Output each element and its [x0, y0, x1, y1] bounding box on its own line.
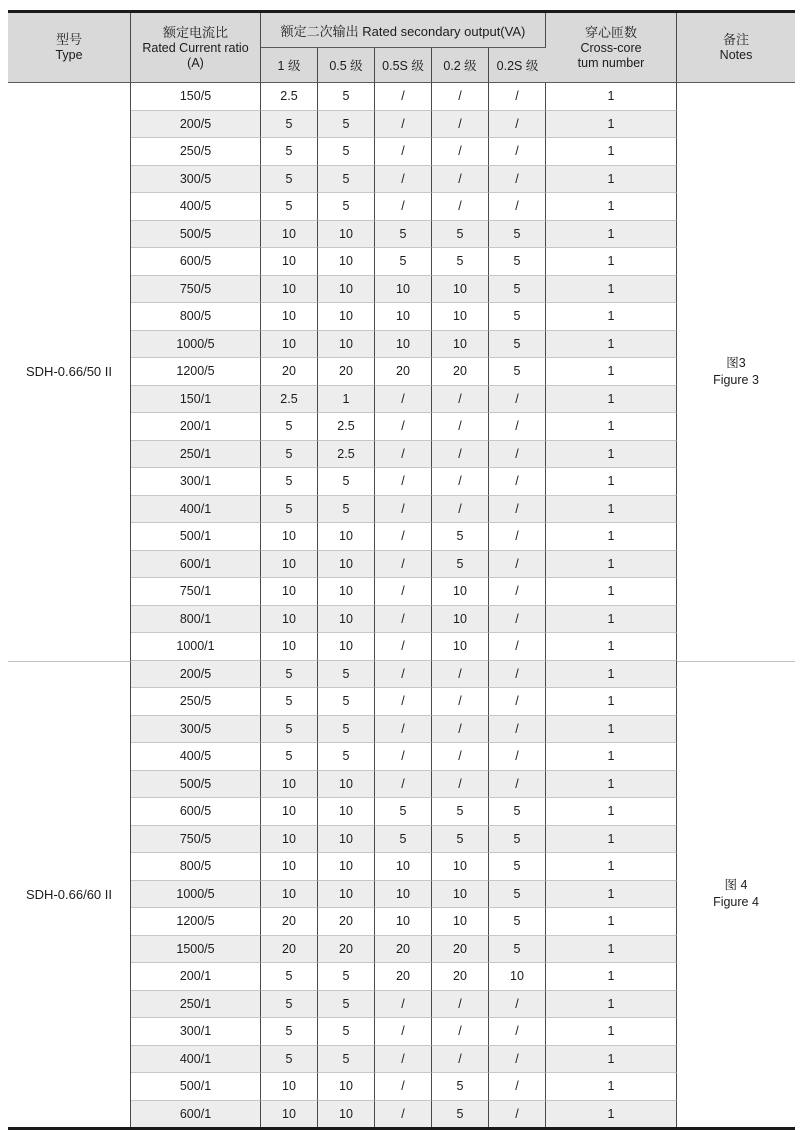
va-class-4-cell: / — [432, 83, 489, 111]
va-class-2-cell: 5 — [318, 688, 375, 716]
ratio-cell: 600/5 — [131, 248, 261, 276]
ratio-cell: 300/1 — [131, 1018, 261, 1046]
va-class-3-cell: / — [375, 661, 432, 689]
va-class-4-cell: / — [432, 688, 489, 716]
va-class-5-cell: 10 — [489, 963, 546, 991]
va-class-4-cell: 10 — [432, 908, 489, 936]
table-row — [8, 661, 795, 689]
va-class-3-cell: 20 — [375, 358, 432, 386]
turn-number-cell: 1 — [546, 248, 677, 276]
va-class-3-cell: / — [375, 688, 432, 716]
va-class-1-cell: 5 — [261, 963, 318, 991]
type-cell: SDH-0.66/60 II — [8, 661, 131, 1128]
va-class-4-cell: 5 — [432, 1073, 489, 1101]
ratio-cell: 300/5 — [131, 716, 261, 744]
va-class-2-cell: 10 — [318, 1073, 375, 1101]
ratio-cell: 750/5 — [131, 276, 261, 304]
va-class-4-cell: / — [432, 166, 489, 194]
va-class-1-cell: 2.5 — [261, 83, 318, 111]
turn-number-cell: 1 — [546, 111, 677, 139]
ratio-cell: 1500/5 — [131, 936, 261, 964]
ratio-cell: 1200/5 — [131, 358, 261, 386]
va-class-5-cell: 5 — [489, 358, 546, 386]
va-class-3-cell: / — [375, 1018, 432, 1046]
ratio-cell: 500/5 — [131, 771, 261, 799]
ratio-cell: 750/1 — [131, 578, 261, 606]
va-class-1-cell: 10 — [261, 523, 318, 551]
va-class-1-cell: 10 — [261, 633, 318, 661]
va-class-5-cell: 5 — [489, 248, 546, 276]
va-class-5-cell: / — [489, 83, 546, 111]
va-class-2-cell: 10 — [318, 798, 375, 826]
va-class-1-cell: 5 — [261, 743, 318, 771]
va-class-4-cell: / — [432, 441, 489, 469]
turn-number-cell: 1 — [546, 661, 677, 689]
header-notes-zh: 备注 — [722, 32, 749, 47]
va-class-1-cell: 10 — [261, 606, 318, 634]
ratio-cell: 400/5 — [131, 743, 261, 771]
header-class-05s: 0.5S 级 — [375, 48, 432, 83]
va-class-5-cell: / — [489, 441, 546, 469]
va-class-1-cell: 10 — [261, 1101, 318, 1128]
va-class-2-cell: 10 — [318, 578, 375, 606]
va-class-3-cell: 10 — [375, 331, 432, 359]
va-class-3-cell: / — [375, 468, 432, 496]
va-class-4-cell: / — [432, 661, 489, 689]
va-class-2-cell: 2.5 — [318, 413, 375, 441]
ratio-cell: 400/5 — [131, 193, 261, 221]
turn-number-cell: 1 — [546, 523, 677, 551]
va-class-1-cell: 2.5 — [261, 386, 318, 414]
turn-number-cell: 1 — [546, 936, 677, 964]
va-class-5-cell: 5 — [489, 853, 546, 881]
va-class-4-cell: / — [432, 991, 489, 1019]
va-class-5-cell: / — [489, 496, 546, 524]
va-class-5-cell: / — [489, 716, 546, 744]
header-type-en: Type — [55, 48, 83, 62]
header-type-zh: 型号 — [55, 32, 82, 47]
va-class-4-cell: 10 — [432, 578, 489, 606]
va-class-2-cell: 10 — [318, 633, 375, 661]
turn-number-cell: 1 — [546, 358, 677, 386]
turn-number-cell: 1 — [546, 633, 677, 661]
va-class-3-cell: 10 — [375, 303, 432, 331]
va-class-3-cell: 10 — [375, 881, 432, 909]
ratio-cell: 150/1 — [131, 386, 261, 414]
va-class-4-cell: 5 — [432, 798, 489, 826]
va-class-4-cell: 10 — [432, 606, 489, 634]
va-class-5-cell: 5 — [489, 331, 546, 359]
ratio-cell: 750/5 — [131, 826, 261, 854]
ratio-cell: 600/5 — [131, 798, 261, 826]
header-turn-en2: tum number — [577, 55, 645, 70]
va-class-2-cell: 10 — [318, 551, 375, 579]
va-class-1-cell: 5 — [261, 193, 318, 221]
va-class-5-cell: 5 — [489, 936, 546, 964]
header-secondary-output: 额定二次输出 Rated secondary output(VA) — [261, 13, 546, 48]
notes-figure-en: Figure 4 — [713, 895, 759, 910]
va-class-1-cell: 10 — [261, 248, 318, 276]
va-class-3-cell: / — [375, 413, 432, 441]
va-class-4-cell: / — [432, 771, 489, 799]
va-class-3-cell: / — [375, 111, 432, 139]
header-notes — [677, 13, 795, 83]
notes-figure-zh: 图3 — [726, 355, 746, 370]
va-class-3-cell: / — [375, 633, 432, 661]
va-class-1-cell: 5 — [261, 441, 318, 469]
va-class-5-cell: / — [489, 743, 546, 771]
notes-cell — [677, 661, 795, 1128]
va-class-3-cell: / — [375, 138, 432, 166]
va-class-2-cell: 5 — [318, 138, 375, 166]
va-class-4-cell: / — [432, 716, 489, 744]
va-class-5-cell: / — [489, 661, 546, 689]
turn-number-cell: 1 — [546, 276, 677, 304]
va-class-1-cell: 10 — [261, 221, 318, 249]
turn-number-cell: 1 — [546, 743, 677, 771]
va-class-2-cell: 5 — [318, 716, 375, 744]
va-class-1-cell: 5 — [261, 111, 318, 139]
turn-number-cell: 1 — [546, 1046, 677, 1074]
va-class-5-cell: / — [489, 111, 546, 139]
turn-number-cell: 1 — [546, 853, 677, 881]
ratio-cell: 250/5 — [131, 138, 261, 166]
va-class-5-cell: / — [489, 1101, 546, 1128]
va-class-3-cell: / — [375, 83, 432, 111]
va-class-4-cell: 5 — [432, 551, 489, 579]
va-class-5-cell: / — [489, 386, 546, 414]
va-class-3-cell: 5 — [375, 221, 432, 249]
ratio-cell: 200/1 — [131, 413, 261, 441]
va-class-4-cell: / — [432, 386, 489, 414]
va-class-2-cell: 10 — [318, 881, 375, 909]
va-class-2-cell: 20 — [318, 936, 375, 964]
table-header — [8, 13, 795, 83]
va-class-4-cell: / — [432, 111, 489, 139]
turn-number-cell: 1 — [546, 771, 677, 799]
va-class-3-cell: / — [375, 578, 432, 606]
va-class-2-cell: 10 — [318, 331, 375, 359]
spec-table — [8, 10, 795, 1130]
va-class-1-cell: 5 — [261, 138, 318, 166]
va-class-3-cell: / — [375, 991, 432, 1019]
turn-number-cell: 1 — [546, 138, 677, 166]
ratio-cell: 400/1 — [131, 496, 261, 524]
va-class-2-cell: 5 — [318, 111, 375, 139]
va-class-2-cell: 10 — [318, 771, 375, 799]
va-class-3-cell: 10 — [375, 276, 432, 304]
header-ratio-unit: (A) — [187, 55, 204, 70]
ratio-cell: 400/1 — [131, 1046, 261, 1074]
va-class-5-cell: / — [489, 606, 546, 634]
va-class-1-cell: 20 — [261, 908, 318, 936]
va-class-3-cell: / — [375, 441, 432, 469]
va-class-2-cell: 10 — [318, 248, 375, 276]
va-class-5-cell: / — [489, 468, 546, 496]
turn-number-cell: 1 — [546, 468, 677, 496]
turn-number-cell: 1 — [546, 578, 677, 606]
va-class-1-cell: 10 — [261, 881, 318, 909]
ratio-cell: 800/5 — [131, 853, 261, 881]
va-class-2-cell: 10 — [318, 221, 375, 249]
notes-cell — [677, 83, 795, 661]
va-class-5-cell: 5 — [489, 303, 546, 331]
va-class-4-cell: 20 — [432, 936, 489, 964]
ratio-cell: 800/1 — [131, 606, 261, 634]
ratio-cell: 200/5 — [131, 661, 261, 689]
va-class-1-cell: 5 — [261, 1046, 318, 1074]
va-class-1-cell: 5 — [261, 1018, 318, 1046]
va-class-5-cell: 5 — [489, 881, 546, 909]
va-class-3-cell: / — [375, 496, 432, 524]
va-class-1-cell: 10 — [261, 771, 318, 799]
va-class-1-cell: 10 — [261, 853, 318, 881]
va-class-1-cell: 10 — [261, 798, 318, 826]
va-class-1-cell: 5 — [261, 166, 318, 194]
va-class-4-cell: 5 — [432, 1101, 489, 1128]
header-ratio-zh: 额定电流比 — [162, 24, 228, 40]
header-notes-en: Notes — [719, 48, 753, 62]
va-class-4-cell: 5 — [432, 523, 489, 551]
va-class-2-cell: 10 — [318, 276, 375, 304]
turn-number-cell: 1 — [546, 1101, 677, 1128]
header-turn-en1: Cross-core — [580, 40, 642, 55]
turn-number-cell: 1 — [546, 166, 677, 194]
turn-number-cell: 1 — [546, 193, 677, 221]
ratio-cell: 250/5 — [131, 688, 261, 716]
header-class-1: 1 级 — [261, 48, 318, 83]
header-ratio-en: Rated Current ratio — [142, 40, 249, 55]
va-class-4-cell: 20 — [432, 963, 489, 991]
turn-number-cell: 1 — [546, 1073, 677, 1101]
va-class-4-cell: 5 — [432, 826, 489, 854]
va-class-2-cell: 10 — [318, 303, 375, 331]
turn-number-cell: 1 — [546, 798, 677, 826]
va-class-1-cell: 10 — [261, 826, 318, 854]
turn-number-cell: 1 — [546, 963, 677, 991]
notes-figure-zh: 图 4 — [724, 878, 748, 893]
va-class-1-cell: 5 — [261, 496, 318, 524]
va-class-2-cell: 10 — [318, 826, 375, 854]
va-class-4-cell: 10 — [432, 331, 489, 359]
va-class-4-cell: / — [432, 1018, 489, 1046]
va-class-5-cell: / — [489, 1018, 546, 1046]
turn-number-cell: 1 — [546, 496, 677, 524]
va-class-1-cell: 10 — [261, 276, 318, 304]
header-class-02: 0.2 级 — [432, 48, 489, 83]
va-class-3-cell: / — [375, 743, 432, 771]
turn-number-cell: 1 — [546, 688, 677, 716]
va-class-5-cell: / — [489, 578, 546, 606]
va-class-4-cell: 10 — [432, 633, 489, 661]
turn-number-cell: 1 — [546, 908, 677, 936]
va-class-2-cell: 10 — [318, 853, 375, 881]
va-class-5-cell: / — [489, 633, 546, 661]
va-class-2-cell: 1 — [318, 386, 375, 414]
va-class-5-cell: 5 — [489, 276, 546, 304]
va-class-4-cell: / — [432, 1046, 489, 1074]
va-class-4-cell: 5 — [432, 221, 489, 249]
ratio-cell: 250/1 — [131, 991, 261, 1019]
ratio-cell: 1200/5 — [131, 908, 261, 936]
ratio-cell: 300/5 — [131, 166, 261, 194]
va-class-2-cell: 20 — [318, 358, 375, 386]
va-class-2-cell: 5 — [318, 1046, 375, 1074]
va-class-1-cell: 10 — [261, 1073, 318, 1101]
ratio-cell: 200/1 — [131, 963, 261, 991]
ratio-cell: 500/1 — [131, 1073, 261, 1101]
header-ratio — [131, 13, 261, 83]
va-class-2-cell: 5 — [318, 1018, 375, 1046]
turn-number-cell: 1 — [546, 826, 677, 854]
va-class-2-cell: 5 — [318, 661, 375, 689]
va-class-2-cell: 5 — [318, 743, 375, 771]
ratio-cell: 1000/1 — [131, 633, 261, 661]
va-class-4-cell: / — [432, 468, 489, 496]
va-class-4-cell: 20 — [432, 358, 489, 386]
va-class-4-cell: 10 — [432, 881, 489, 909]
va-class-3-cell: / — [375, 193, 432, 221]
ratio-cell: 1000/5 — [131, 331, 261, 359]
va-class-3-cell: / — [375, 606, 432, 634]
header-turn-number — [546, 13, 677, 83]
va-class-5-cell: / — [489, 688, 546, 716]
va-class-3-cell: / — [375, 771, 432, 799]
va-class-3-cell: / — [375, 1073, 432, 1101]
va-class-4-cell: / — [432, 413, 489, 441]
va-class-1-cell: 20 — [261, 358, 318, 386]
va-class-5-cell: / — [489, 523, 546, 551]
va-class-2-cell: 20 — [318, 908, 375, 936]
va-class-3-cell: / — [375, 1101, 432, 1128]
turn-number-cell: 1 — [546, 221, 677, 249]
va-class-5-cell: / — [489, 138, 546, 166]
notes-figure-en: Figure 3 — [713, 372, 759, 387]
va-class-2-cell: 2.5 — [318, 441, 375, 469]
turn-number-cell: 1 — [546, 1018, 677, 1046]
table-row — [8, 83, 795, 111]
va-class-5-cell: / — [489, 1046, 546, 1074]
va-class-2-cell: 10 — [318, 606, 375, 634]
va-class-1-cell: 5 — [261, 991, 318, 1019]
va-class-5-cell: 5 — [489, 908, 546, 936]
va-class-3-cell: / — [375, 1046, 432, 1074]
header-type — [8, 13, 131, 83]
va-class-2-cell: 5 — [318, 193, 375, 221]
ratio-cell: 300/1 — [131, 468, 261, 496]
turn-number-cell: 1 — [546, 331, 677, 359]
va-class-5-cell: / — [489, 991, 546, 1019]
va-class-5-cell: / — [489, 166, 546, 194]
ratio-cell: 600/1 — [131, 551, 261, 579]
va-class-2-cell: 10 — [318, 1101, 375, 1128]
va-class-5-cell: / — [489, 551, 546, 579]
va-class-4-cell: 10 — [432, 276, 489, 304]
ratio-cell: 500/1 — [131, 523, 261, 551]
va-class-3-cell: 10 — [375, 853, 432, 881]
va-class-4-cell: / — [432, 496, 489, 524]
turn-number-cell: 1 — [546, 881, 677, 909]
header-class-02s: 0.2S 级 — [489, 48, 546, 83]
va-class-2-cell: 10 — [318, 523, 375, 551]
turn-number-cell: 1 — [546, 441, 677, 469]
va-class-3-cell: 10 — [375, 908, 432, 936]
va-class-3-cell: 5 — [375, 248, 432, 276]
va-class-4-cell: 10 — [432, 853, 489, 881]
table-body — [8, 83, 795, 1127]
ratio-cell: 250/1 — [131, 441, 261, 469]
va-class-3-cell: / — [375, 716, 432, 744]
va-class-2-cell: 5 — [318, 83, 375, 111]
va-class-1-cell: 10 — [261, 551, 318, 579]
va-class-1-cell: 5 — [261, 688, 318, 716]
va-class-5-cell: 5 — [489, 826, 546, 854]
va-class-3-cell: 20 — [375, 963, 432, 991]
va-class-4-cell: 5 — [432, 248, 489, 276]
va-class-4-cell: 10 — [432, 303, 489, 331]
va-class-5-cell: 5 — [489, 221, 546, 249]
va-class-2-cell: 5 — [318, 991, 375, 1019]
va-class-5-cell: / — [489, 413, 546, 441]
va-class-3-cell: 5 — [375, 826, 432, 854]
turn-number-cell: 1 — [546, 413, 677, 441]
ratio-cell: 600/1 — [131, 1101, 261, 1128]
va-class-2-cell: 5 — [318, 468, 375, 496]
va-class-1-cell: 10 — [261, 578, 318, 606]
ratio-cell: 1000/5 — [131, 881, 261, 909]
va-class-1-cell: 5 — [261, 468, 318, 496]
va-class-2-cell: 5 — [318, 166, 375, 194]
va-class-5-cell: 5 — [489, 798, 546, 826]
va-class-1-cell: 20 — [261, 936, 318, 964]
va-class-3-cell: / — [375, 551, 432, 579]
va-class-3-cell: 5 — [375, 798, 432, 826]
va-class-1-cell: 5 — [261, 413, 318, 441]
va-class-1-cell: 10 — [261, 331, 318, 359]
ratio-cell: 150/5 — [131, 83, 261, 111]
va-class-3-cell: / — [375, 166, 432, 194]
turn-number-cell: 1 — [546, 386, 677, 414]
va-class-1-cell: 5 — [261, 661, 318, 689]
va-class-4-cell: / — [432, 138, 489, 166]
va-class-4-cell: / — [432, 743, 489, 771]
header-class-05: 0.5 级 — [318, 48, 375, 83]
va-class-4-cell: / — [432, 193, 489, 221]
ratio-cell: 800/5 — [131, 303, 261, 331]
va-class-2-cell: 5 — [318, 496, 375, 524]
va-class-3-cell: 20 — [375, 936, 432, 964]
ratio-cell: 500/5 — [131, 221, 261, 249]
va-class-5-cell: / — [489, 771, 546, 799]
va-class-3-cell: / — [375, 523, 432, 551]
va-class-2-cell: 5 — [318, 963, 375, 991]
turn-number-cell: 1 — [546, 83, 677, 111]
turn-number-cell: 1 — [546, 303, 677, 331]
turn-number-cell: 1 — [546, 991, 677, 1019]
va-class-1-cell: 10 — [261, 303, 318, 331]
turn-number-cell: 1 — [546, 716, 677, 744]
type-cell: SDH-0.66/50 II — [8, 83, 131, 661]
ratio-cell: 200/5 — [131, 111, 261, 139]
header-turn-zh: 穿心匝数 — [584, 24, 637, 40]
va-class-5-cell: / — [489, 193, 546, 221]
va-class-3-cell: / — [375, 386, 432, 414]
va-class-5-cell: / — [489, 1073, 546, 1101]
turn-number-cell: 1 — [546, 551, 677, 579]
va-class-1-cell: 5 — [261, 716, 318, 744]
turn-number-cell: 1 — [546, 606, 677, 634]
